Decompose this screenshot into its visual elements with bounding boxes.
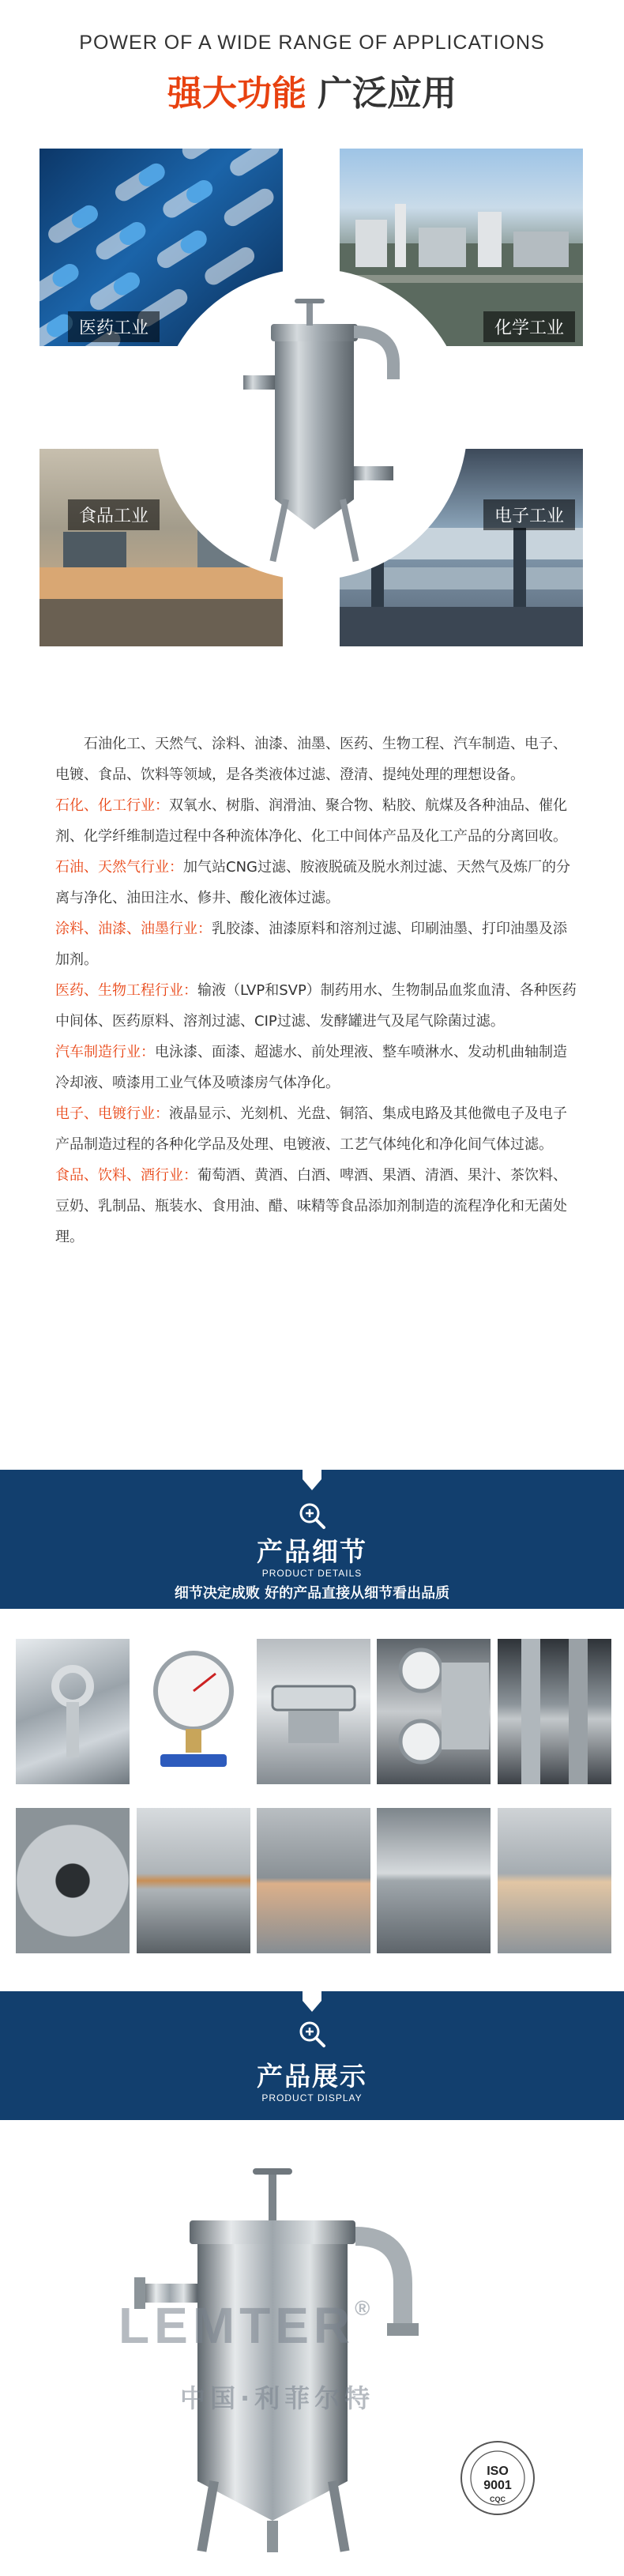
industry-item xyxy=(55,1160,577,1252)
details-slogan: 细节决定成败 好的产品直接从细节看出品质 xyxy=(174,1585,450,1602)
industry-text: 加气站CNG过滤、胺液脱硫及脱水剂过滤、天然气及炼厂的分离与净化、油田注水、修井、酸化液体过滤。 xyxy=(55,859,570,906)
page-title-cn xyxy=(0,65,624,115)
page-title-en: POWER OF A WIDE RANGE OF APPLICATIONS xyxy=(79,32,545,54)
magnifier-icon xyxy=(298,2020,326,2048)
display-title: 产品展示 xyxy=(257,2061,367,2092)
industry-text: 电泳漆、面漆、超滤水、前处理液、整车喷淋水、发动机曲轴制造冷却液、喷漆用工业气体及喷漆房气体净化。 xyxy=(55,1044,567,1091)
brand-watermark-cn: 中国·利菲尔特 xyxy=(180,2383,375,2413)
detail-photo-eyebolt xyxy=(16,1639,130,1784)
industry-label: 石化、化工行业： xyxy=(55,797,169,814)
industry-text: 葡萄酒、黄酒、白酒、啤酒、果酒、清酒、果汁、茶饮料、豆奶、乳制品、瓶装水、食用油、醋、味精等食品添加剂制造的流程净化和无菌处理。 xyxy=(55,1167,567,1245)
electronics-label: 电子工业 xyxy=(483,499,575,530)
pressure-gauge-image xyxy=(137,1639,250,1784)
brand-name: LEMTER xyxy=(118,2297,355,2354)
detail-photo-weld-seam xyxy=(257,1808,370,1953)
food-label: 食品工业 xyxy=(68,499,160,530)
clamp-image xyxy=(257,1639,370,1784)
product-hub xyxy=(156,269,468,580)
page-title-rest: 广泛应用 xyxy=(318,73,457,114)
intro-paragraph: 石油化工、天然气、涂料、油漆、油墨、医药、生物工程、汽车制造、电子、电镀、食品、饮料等领域，是各类液体过滤、澄清、提纯处理的理想设备。 xyxy=(55,736,567,783)
page-title-highlight: 强大功能 xyxy=(167,73,306,114)
pharma-label: 医药工业 xyxy=(68,311,160,342)
detail-photo-polished-seam xyxy=(377,1808,491,1953)
chemical-label: 化学工业 xyxy=(483,311,575,342)
down-arrow-icon xyxy=(303,1990,321,2018)
industry-text: 双氧水、树脂、润滑油、聚合物、粘胶、航煤及各种油品、催化剂、化学纤维制造过程中各种流体净化、化工中间体产品及化工产品的分离回收。 xyxy=(55,797,567,845)
iso-number: 9001 xyxy=(483,2479,512,2492)
magnifier-icon xyxy=(298,1501,326,1530)
detail-photo-gauge xyxy=(137,1639,250,1784)
bag-filter-image xyxy=(156,269,468,580)
industry-text: 液晶显示、光刻机、光盘、铜箔、集成电路及其他微电子及电子产品制造过程的各种化学品及处理、电镀液、工艺气体纯化和净化间气体过滤。 xyxy=(55,1105,567,1153)
industry-item xyxy=(55,1037,577,1098)
pipe-image xyxy=(498,1639,611,1784)
dual-gauge-image xyxy=(377,1639,491,1784)
industry-text: 乳胶漆、油漆原料和溶剂过滤、印刷油墨、打印油墨及添加剂。 xyxy=(55,921,567,968)
industry-item xyxy=(55,975,577,1037)
down-arrow-icon xyxy=(303,1468,321,1497)
eyebolt-image xyxy=(16,1639,130,1784)
industry-label: 医药、生物工程行业： xyxy=(55,982,197,999)
iso-badge-icon xyxy=(458,2439,537,2518)
detail-photo-flange xyxy=(16,1808,130,1953)
display-subtitle: PRODUCT DISPLAY xyxy=(261,2092,363,2103)
industry-item xyxy=(55,913,577,975)
detail-photo-gauges xyxy=(377,1639,491,1784)
detail-photo-pipes xyxy=(498,1639,611,1784)
product-details-banner xyxy=(0,1470,624,1609)
industry-text: 输液（LVP和SVP）制药用水、生物制品血浆血清、各种医药中间体、医药原料、溶剂过滤、CIP过滤、发酵罐进气及尾气除菌过滤。 xyxy=(55,982,577,1030)
industry-label: 食品、饮料、酒行业： xyxy=(55,1167,197,1184)
iso-body: CQC xyxy=(490,2495,506,2503)
industry-item xyxy=(55,790,577,852)
industry-label: 涂料、油漆、油墨行业： xyxy=(55,921,212,937)
detail-photo-welded-joint xyxy=(498,1808,611,1953)
brand-watermark xyxy=(118,2296,374,2355)
industry-label: 汽车制造行业： xyxy=(55,1044,155,1060)
industry-label: 电子、电镀行业： xyxy=(55,1105,169,1122)
detail-photo-clamp xyxy=(257,1639,370,1784)
iso-label: ISO xyxy=(487,2465,509,2478)
applications-description xyxy=(55,729,577,1252)
registered-mark: ® xyxy=(355,2296,375,2320)
detail-photo-weld xyxy=(137,1808,250,1953)
details-title: 产品细节 xyxy=(257,1536,367,1567)
industry-item xyxy=(55,1098,577,1160)
industry-label: 石油、天然气行业： xyxy=(55,859,183,876)
details-subtitle: PRODUCT DETAILS xyxy=(261,1568,363,1579)
industry-item xyxy=(55,852,577,913)
product-display-banner xyxy=(0,1991,624,2120)
